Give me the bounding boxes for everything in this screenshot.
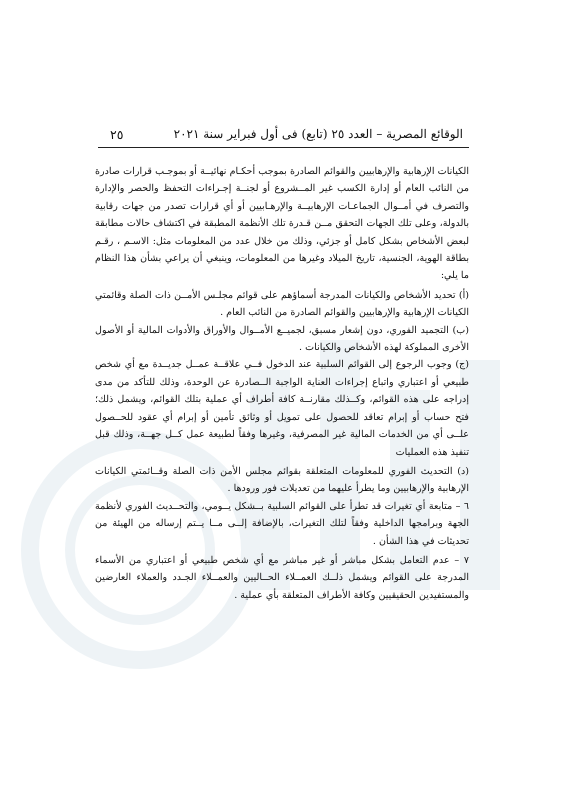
paragraph-item-c: (ج) وجوب الرجوع إلى القوائم السلبية عند الدخول فــي علاقــة عمــل جديــدة مع أي شخص طبيعي أو اعتباري واتباع إجراءات العناية الواجبة الــصادرة عن الوحدة، وذلك للتأكد من مدى إدراجه على هذه القوائم، وكــذلك مقارنــة كافة أطراف أي عملية بتلك القوائم، ويشمل ذلك؛ فتح حساب أو إبرام تعاقد للحصول على تمويل أو وثائق تأمين أو إبرام أي عقود للحــصول علــى أي من الخدمات المالية غير المصرفية، وغيرها وفقاً لطبيعة عمل كــل جهــة، وذلك قبل تنفيذ هذه العمليات xyxy=(95,359,470,458)
paragraph-item-a: (أ) تحديد الأشخاص والكيانات المدرجة أسماؤهم على قوائم مجلـس الأمــن ذات الصلة وقائمتي الكيانات الإرهابية والإرهابيين والقوائم الصادرة من النائب العام . xyxy=(95,289,470,319)
paragraph-intro: الكيانات الإرهابية والإرهابيين والقوائم الصادرة بموجب أحكـام نهائيــة أو بموجـب قرارات صادرة من النائب العام أو إدارة الكسب غير المــشروع أو لجنــة إجـراءات التحفظ والحصر والإدارة والتصرف في أمــوال الجماعـات الإرهابيــة والإرهـابيين أو أي قرارات تصدر من جهات رقابية بالدولة، وعلى تلك الجهات التحقق مــن قـدرة تلك الأنظمة المطبقة في اكتشاف حالات مطابقة لبعض الأشخاص بشكل كامل أو جزئي، وذلك من خلال عدد من المعلومات مثل: الاسـم ، رقـم بطاقة الهوية، الجنسية، تاريخ الميلاد وغيرها من المعلومات، وينبغي أن يراعي بشأن هذا النظام ما يلي: xyxy=(95,166,469,282)
paragraph-item-7: ٧ – عدم التعامل بشكل مباشر أو غير مباشر مع أي شخص طبيعي أو اعتباري من الأسماء المدرجة على القوائم ويشمل ذلــك العمــلاء الحــاليين والعمــلاء الجـدد والعملاء العارضين والمستفيدين الحقيقيين وكافة الأطراف المتعلقة بأي عملية . xyxy=(95,554,469,601)
gazette-title: الوقائع المصرية – العدد ٢٥ (تابع) فى أول فبراير سنة ٢٠٢١ xyxy=(173,127,463,141)
header-divider xyxy=(98,147,469,148)
paragraph-item-b: (ب) التجميد الفوري، دون إشعار مسبق، لجميــع الأمــوال والأوراق والأدوات المالية أو الأصول الأخرى المملوكة لهذه الأشخاص والكيانات . xyxy=(95,324,469,354)
paragraph-item-6: ٦ – متابعة أي تغيرات قد تطرأ على القوائم السلبية بــشكل يــومي، والتحــديث الفوري لأنظمة الجهة وبرامجها الداخلية وفقاً لتلك التغيرات، بالإضافة إلــى مــا يــتم إرساله من الهيئة من تحديثات في هذا الشأن . xyxy=(95,500,469,547)
page-header xyxy=(110,124,463,144)
paragraph-item-d: (د) التحديث الفوري للمعلومات المتعلقة بقوائم مجلس الأمن ذات الصلة وقــائمتي الكيانات الإرهابية والإرهابيين وما يطرأ عليهما من تعديلات فور ورودها . xyxy=(95,465,469,495)
document-body xyxy=(95,163,469,604)
page-number: ٢٥ xyxy=(110,126,124,142)
